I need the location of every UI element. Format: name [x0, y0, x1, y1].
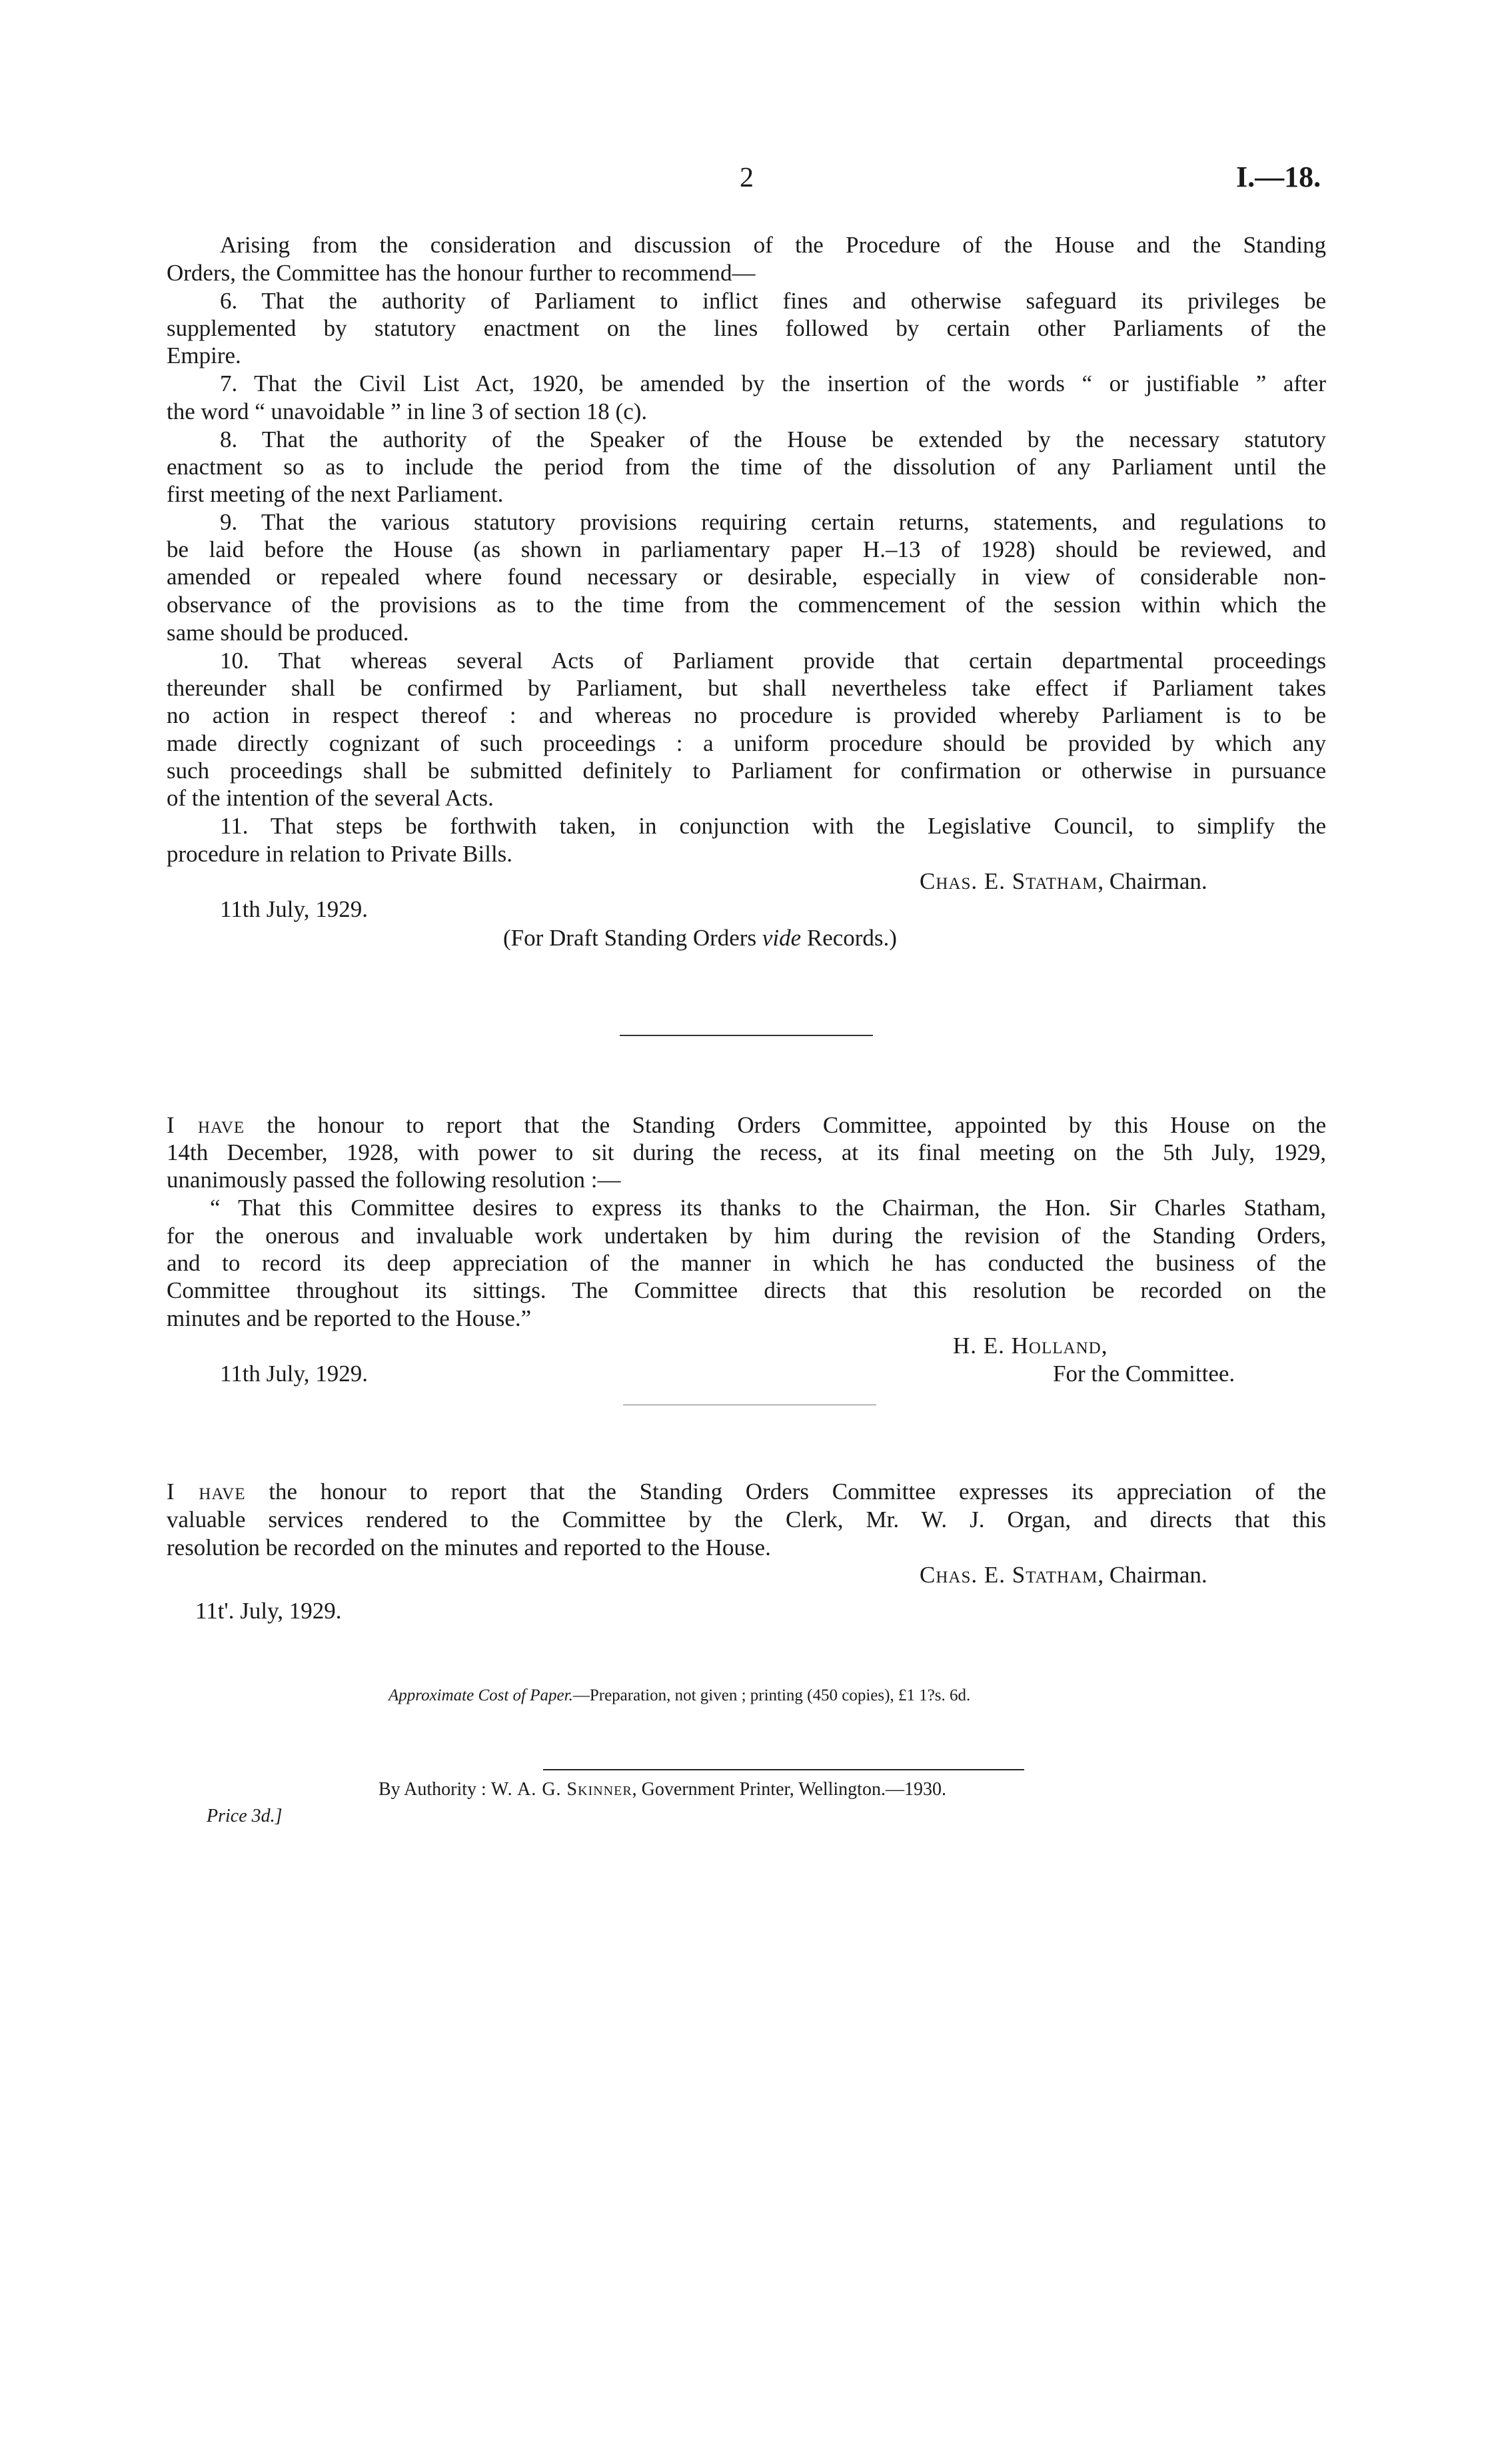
signature-name: Chas. E. Statham — [920, 868, 1098, 894]
item-10-line: 10. That whereas several Acts of Parliament provide that certain departmental proceedings — [220, 648, 1326, 674]
resolution-line: and to record its deep appreciation of the manner in which he has conducted the business of the — [167, 1250, 1326, 1276]
report-line: unanimously passed the following resolution :— — [167, 1167, 621, 1193]
authority-prefix: By Authority : — [378, 1779, 491, 1800]
cost-label: Approximate Cost of Paper. — [388, 1686, 573, 1704]
authority-suffix: , Government Printer, Wellington.—1930. — [632, 1779, 946, 1800]
intro-line: Orders, the Committee has the honour further to recommend— — [167, 260, 756, 286]
price: Price 3d.] — [207, 1806, 283, 1826]
item-6-line: 6. That the authority of Parliament to inflict fines and otherwise safeguard its privileges be — [220, 288, 1326, 314]
cost-text: —Preparation, not given ; printing (450 copies), £1 1?s. 6d. — [572, 1686, 971, 1704]
chairman-signature — [920, 868, 1207, 895]
item-10-line: thereunder shall be confirmed by Parliament, but shall nevertheless take effect if Parliament takes — [167, 675, 1326, 701]
report-line: resolution be recorded on the minutes and reported to the House. — [167, 1535, 771, 1560]
report-line — [167, 1478, 1326, 1506]
document-reference: I.—18. — [1236, 161, 1321, 193]
item-11-line: procedure in relation to Private Bills. — [167, 841, 513, 867]
report-line-text: the honour to report that the Standing Orders Committee, appointed by this House on the — [245, 1112, 1327, 1138]
signature-name: Chas. E. Statham — [920, 1562, 1098, 1588]
note-italic: vide — [762, 925, 802, 951]
chairman-signature — [920, 1562, 1207, 1588]
report-line-text: the honour to report that the Standing Orders Committee expresses its appreciation of the — [245, 1479, 1326, 1505]
resolution-line: for the onerous and invaluable work undertaken by him during the revision of the Standing Orders, — [167, 1223, 1326, 1249]
resolution-line: Committee throughout its sittings. The Committee directs that this resolution be recorded on the — [167, 1277, 1326, 1303]
note-prefix: (For Draft Standing Orders — [503, 925, 762, 951]
item-10-line: of the intention of the several Acts. — [167, 785, 494, 811]
item-10-line: no action in respect thereof : and whereas no procedure is provided whereby Parliament is to be — [167, 702, 1326, 728]
footer-rule — [543, 1769, 1024, 1770]
date: 11t'. July, 1929. — [195, 1598, 342, 1624]
item-9-line: observance of the provisions as to the time from the commencement of the session within which the — [167, 592, 1326, 618]
item-10-line: such proceedings shall be submitted definitely to Parliament for confirmation or otherwise in pursuance — [167, 758, 1326, 784]
report-opening: I have — [167, 1112, 245, 1138]
report-line: 14th December, 1928, with power to sit during the recess, at its final meeting on the 5th July, 1929, — [167, 1139, 1326, 1165]
report-line — [167, 1111, 1326, 1139]
section-divider — [620, 1035, 873, 1036]
holland-signature: H. E. Holland, — [953, 1333, 1108, 1359]
signature-role: , Chairman. — [1098, 1562, 1207, 1588]
resolution-line: minutes and be reported to the House.” — [167, 1305, 532, 1331]
report-line: valuable services rendered to the Committee by the Clerk, Mr. W. J. Organ, and directs that this — [167, 1507, 1326, 1533]
approximate-cost — [388, 1686, 970, 1705]
report-opening: I have — [167, 1479, 246, 1505]
item-6-line: supplemented by statutory enactment on the lines followed by certain other Parliaments of the — [167, 315, 1326, 341]
item-7-line: the word “ unavoidable ” in line 3 of section 18 (c). — [167, 398, 648, 424]
date: 11th July, 1929. — [220, 896, 368, 922]
note-suffix: Records.) — [801, 925, 897, 951]
signature-role: For the Committee. — [1053, 1361, 1235, 1387]
item-9-line: same should be produced. — [167, 620, 409, 646]
printer-authority — [378, 1779, 946, 1800]
item-11-line: 11. That steps be forthwith taken, in conjunction with the Legislative Council, to simplify the — [220, 813, 1326, 839]
item-8-line: first meeting of the next Parliament. — [167, 481, 504, 507]
item-9-line: be laid before the House (as shown in parliamentary paper H.–13 of 1928) should be reviewed, and — [167, 536, 1326, 562]
printer-name: W. A. G. Skinner — [490, 1779, 632, 1800]
item-9-line: amended or repealed where found necessary or desirable, especially in view of considerable non- — [167, 564, 1326, 590]
signature-role: , Chairman. — [1098, 868, 1207, 894]
resolution-line: “ That this Committee desires to express its thanks to the Chairman, the Hon. Sir Charles Statham, — [210, 1195, 1326, 1221]
item-7-line: 7. That the Civil List Act, 1920, be amended by the insertion of the words “ or justifiable ” after — [220, 370, 1326, 396]
date: 11th July, 1929. — [220, 1361, 368, 1387]
page-number: 2 — [740, 163, 754, 193]
draft-standing-orders-note — [503, 925, 897, 951]
item-8-line: enactment so as to include the period from the time of the dissolution of any Parliament until the — [167, 454, 1326, 480]
item-8-line: 8. That the authority of the Speaker of the House be extended by the necessary statutory — [220, 426, 1326, 452]
item-6-line: Empire. — [167, 342, 241, 368]
item-10-line: made directly cognizant of such proceedings : a uniform procedure should be provided by which any — [167, 730, 1326, 756]
item-9-line: 9. That the various statutory provisions requiring certain returns, statements, and regulations to — [220, 509, 1326, 535]
intro-line: Arising from the consideration and discussion of the Procedure of the House and the Standing — [220, 232, 1326, 258]
